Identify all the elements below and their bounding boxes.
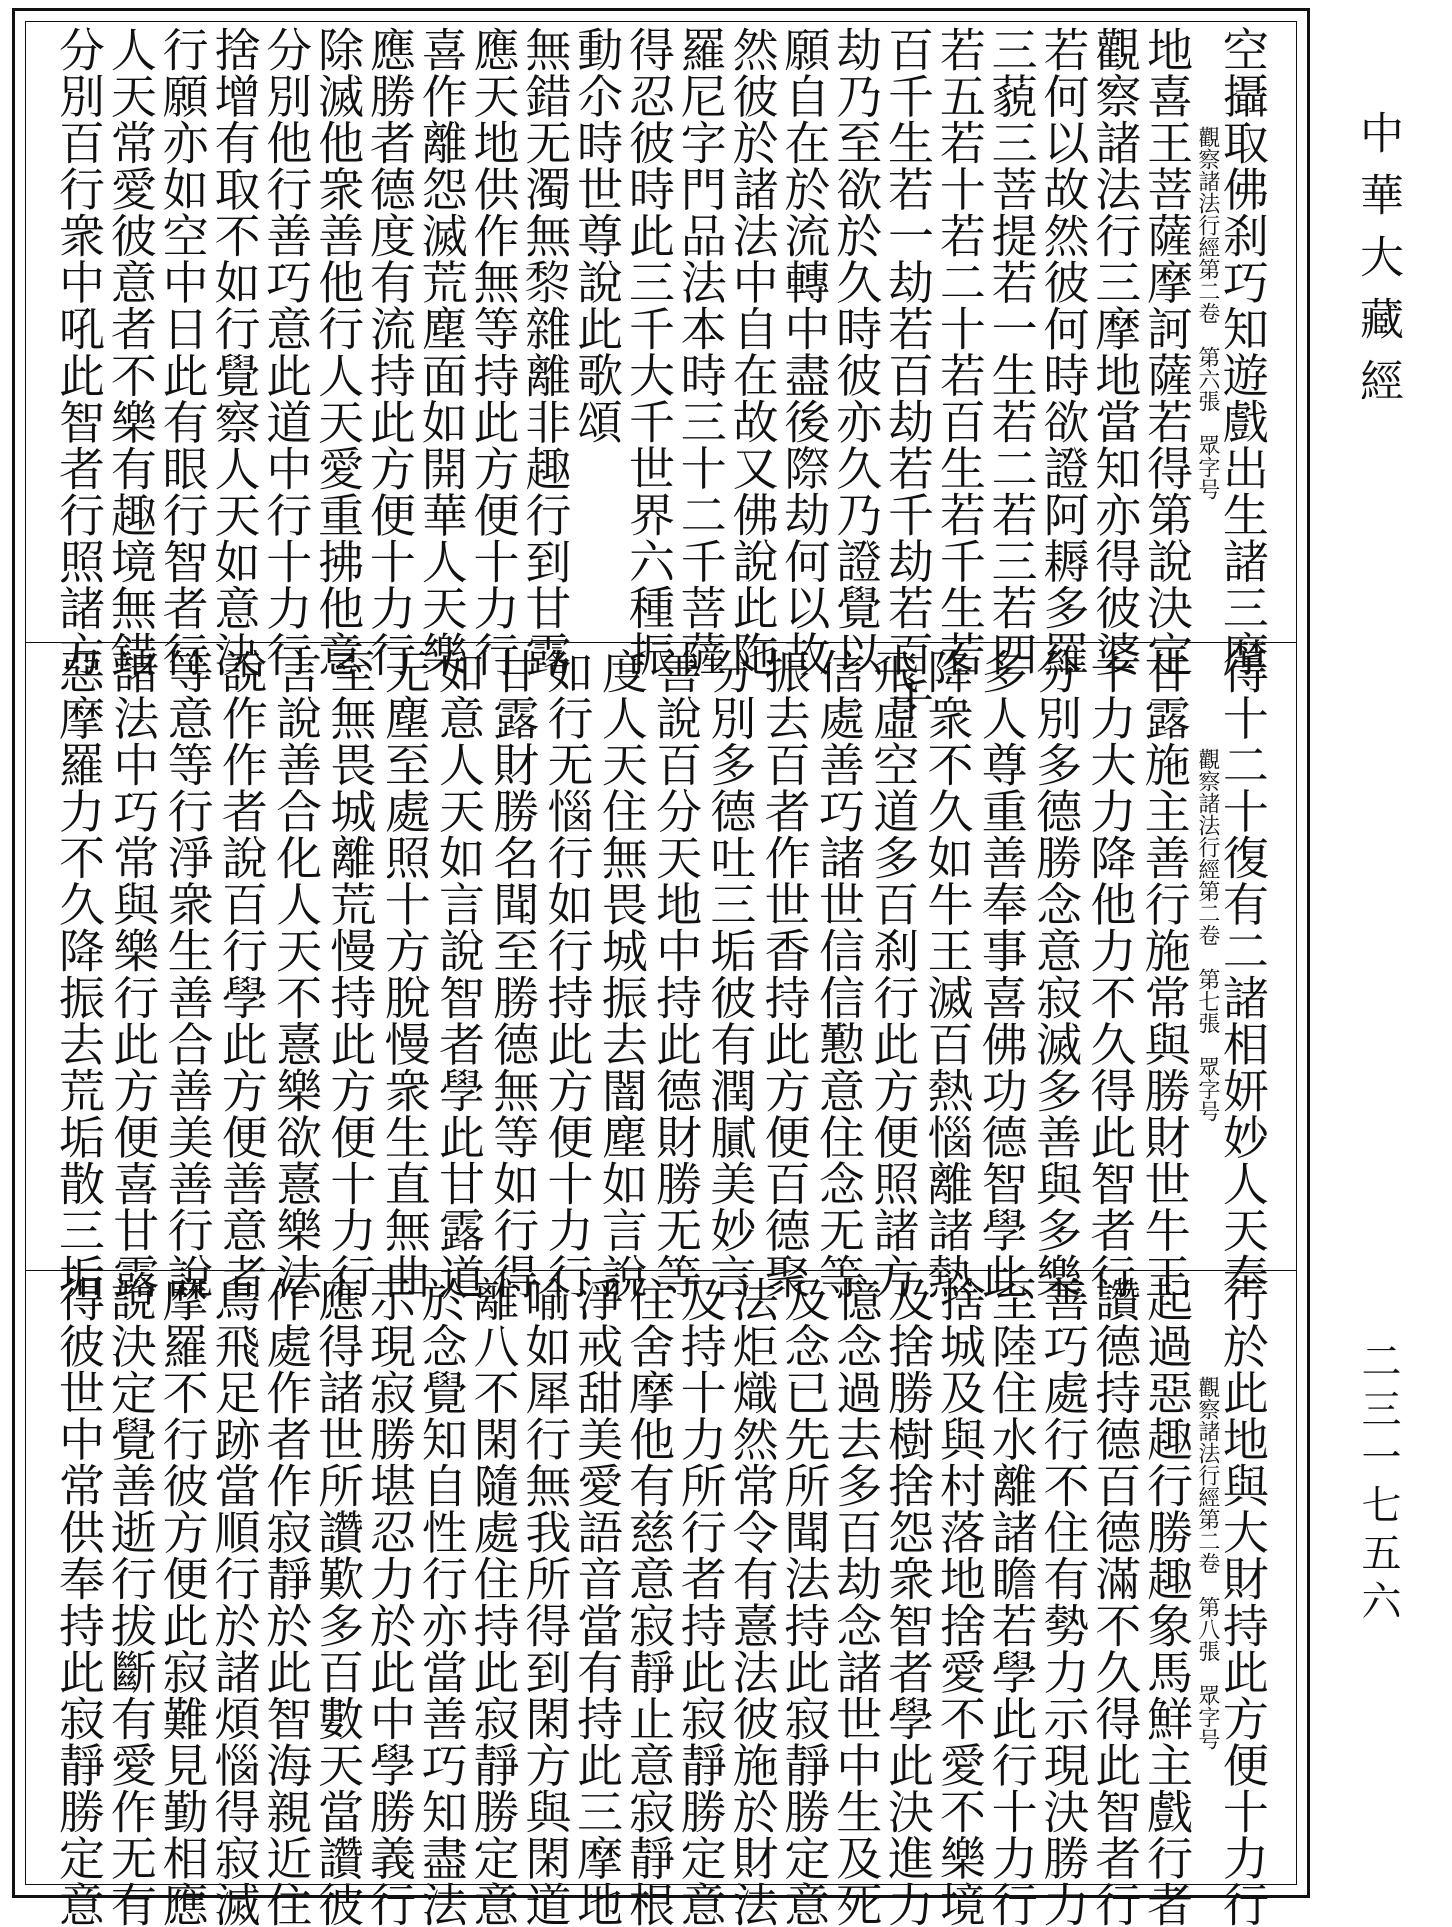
- column-text-second-half: 得到閑方與閑道: [522, 1602, 568, 1927]
- text-column: [419, 26, 465, 638]
- column-text-second-half: 多百數天當讚彼: [315, 1602, 361, 1927]
- column-text-second-half: 脫慢衆生直無曲: [382, 974, 428, 1300]
- column-text: 然彼於諸法中自在故又佛說此陁: [730, 26, 776, 677]
- text-column: [56, 1276, 102, 1886]
- column-text: 空攝取佛刹巧知遊戲出生諸三摩: [1220, 26, 1266, 677]
- text-column: [522, 1276, 568, 1886]
- column-text: 讚德持德百德滿: [1092, 1276, 1138, 1602]
- text-column: [1087, 648, 1133, 1265]
- text-column: [436, 648, 482, 1265]
- column-text: 除滅他衆善他行: [315, 26, 361, 352]
- text-column: [833, 1276, 879, 1886]
- text-column: [989, 1276, 1035, 1886]
- column-text: 喻如犀行無我所: [522, 1276, 568, 1602]
- column-text-second-half: 常與勝財世牛王: [1142, 974, 1188, 1300]
- column-text: 甘露財勝名聞至: [490, 648, 536, 974]
- column-with-marginal: [1196, 26, 1266, 638]
- text-column: [160, 26, 206, 638]
- column-text: 信處善巧諸世信: [816, 648, 862, 974]
- column-text: 百千生若一劫若百劫若千劫若百千: [885, 26, 931, 724]
- text-column: [1144, 1276, 1190, 1886]
- column-text: 至無畏城離荒慢: [327, 648, 373, 974]
- text-column: [382, 648, 428, 1265]
- text-column: [108, 1276, 154, 1886]
- register-middle: [26, 644, 1296, 1269]
- column-text: 劫乃至欲於久時彼亦久乃證覺以: [833, 26, 879, 677]
- column-text-second-half: 行此方便照諸方: [870, 974, 916, 1300]
- text-column: [1040, 26, 1086, 638]
- column-text: 地喜王菩薩摩訶薩若得第說決定: [1144, 26, 1190, 677]
- column-text-second-half: 捨愛不愛不樂境: [937, 1602, 983, 1927]
- text-column: [626, 1276, 672, 1886]
- column-text: 多人尊重善奉事: [979, 648, 1025, 974]
- column-text: 動尒時世尊說此歌頌: [574, 26, 620, 445]
- column-text-second-half: 智者學此決進力: [885, 1602, 931, 1927]
- column-text-second-half: 信懃意住念无等: [816, 974, 862, 1300]
- column-group: [26, 1272, 1296, 1890]
- column-text: 得彼世中常供奉: [56, 1276, 102, 1602]
- column-text-second-half: 此道中行十力行: [263, 352, 309, 678]
- text-column: [56, 648, 102, 1265]
- column-text-second-half: 憙法彼施於財法: [730, 1602, 776, 1927]
- column-text-second-half: 持此方便十力行: [471, 352, 517, 678]
- text-column: [367, 26, 413, 638]
- column-text: 觀察諸法行三摩地當知亦得彼婆: [1092, 26, 1138, 677]
- text-column: [653, 648, 699, 1265]
- column-text-second-half: 持此德財勝无等: [653, 974, 699, 1300]
- column-text: 及持十力所行者: [678, 1276, 724, 1602]
- column-text-second-half: 拔斷有愛作无有: [108, 1602, 154, 1927]
- column-text: 起過惡趣行勝趣: [1144, 1276, 1190, 1602]
- register-bottom: [26, 1272, 1296, 1890]
- text-column: [1144, 26, 1190, 638]
- marginal-note: 觀察諸法行經第二卷 第六張 眾字号: [1196, 26, 1218, 638]
- column-text: 分別多德勝念意: [1033, 648, 1079, 974]
- text-column: [1092, 1276, 1138, 1886]
- text-column: [1040, 1276, 1086, 1886]
- column-text-second-half: 持此寂靜勝定意: [471, 1602, 517, 1927]
- text-column: [816, 648, 862, 1265]
- text-column: [762, 648, 808, 1265]
- column-text: 分別多德吐三垢: [707, 648, 753, 974]
- column-text-second-half: 持此寂靜勝定意: [781, 1602, 827, 1927]
- column-group: [26, 22, 1296, 642]
- column-text: 鳥飛足跡當順行: [211, 1276, 257, 1602]
- text-column: [165, 648, 211, 1265]
- text-column: [108, 26, 154, 638]
- column-text-second-half: 持此寂靜勝定意: [56, 1602, 102, 1927]
- text-column: [730, 26, 776, 638]
- column-text-second-half: 勢力示現決勝力: [1040, 1602, 1086, 1927]
- column-text: 應天地供作無等: [471, 26, 517, 352]
- column-text: 无塵至處照十方: [382, 648, 428, 974]
- column-text: 度人天住無畏城: [599, 648, 645, 974]
- column-text: 甘露施主善行施: [1142, 648, 1188, 974]
- text-column: [1142, 648, 1188, 1265]
- column-text-second-half: 不久得此智者行: [1092, 1602, 1138, 1927]
- text-column: [574, 26, 620, 638]
- column-text-second-half: 持此方便百德聚: [762, 974, 808, 1300]
- text-column: [1220, 26, 1266, 638]
- column-text: 及念已先所聞法: [781, 1276, 827, 1602]
- column-text-second-half: 持此方便十力行: [367, 352, 413, 678]
- column-text: 於念覺知自性行: [419, 1276, 465, 1602]
- text-column: [885, 26, 931, 638]
- column-text-second-half: 寂滅多善與多樂: [1033, 974, 1079, 1300]
- column-text-second-half: 振去闇塵如言說: [599, 974, 645, 1300]
- column-text-second-half: 此寂難見勤相應: [160, 1602, 206, 1927]
- register-divider: [26, 1270, 1296, 1271]
- column-text: 願自在於流轉中盡後際劫何以故: [781, 26, 827, 677]
- text-column: [219, 648, 265, 1265]
- text-column: [471, 26, 517, 638]
- column-text: 羅尼字門品法本時三十二千菩薩: [678, 26, 724, 677]
- column-with-marginal: [1196, 648, 1266, 1265]
- column-text-second-half: 學此方便善意者: [219, 974, 265, 1300]
- column-text: 分別他行善巧意: [263, 26, 309, 352]
- column-text: 住舍摩他有慈意: [626, 1276, 672, 1602]
- column-text: 喜作離怨滅荒塵: [419, 26, 465, 352]
- text-column: [781, 1276, 827, 1886]
- column-text: 捨增有取不如行: [211, 26, 257, 352]
- column-text-second-half: 當有持此三摩地: [574, 1602, 620, 1927]
- text-column: [730, 1276, 776, 1886]
- marginal-note: 觀察諸法行經第二卷 第七張 眾字号: [1196, 648, 1218, 1265]
- column-text: 行於此地與大財: [1220, 1276, 1266, 1602]
- column-group: [26, 644, 1296, 1269]
- column-text: 善巧處行不住有: [1040, 1276, 1086, 1602]
- page-frame: [12, 8, 1310, 1898]
- column-text-second-half: 行此方便喜甘露: [110, 974, 156, 1300]
- column-text: 淨戒甜美愛語音: [574, 1276, 620, 1602]
- column-text-second-half: 喜佛功德智學此: [979, 974, 1025, 1300]
- text-column: [211, 26, 257, 638]
- text-column: [471, 1276, 517, 1886]
- column-text: 三藐三菩提若一生若二若三若四: [989, 26, 1035, 677]
- column-text-second-half: 勝德無等如行得: [490, 974, 536, 1300]
- text-column: [160, 1276, 206, 1886]
- page-number: 二三一七五六: [1350, 1340, 1407, 1628]
- column-text: 若何以故然彼何時欲證阿耨多羅: [1040, 26, 1086, 677]
- text-column: [1220, 1276, 1266, 1886]
- column-text-second-half: 寂靜止意寂靜根: [626, 1602, 672, 1927]
- text-column: [1092, 26, 1138, 638]
- text-column: [263, 26, 309, 638]
- column-text-second-half: 於諸煩惱得寂滅: [211, 1602, 257, 1927]
- column-text: 若五若十若二十若百生若千生若: [937, 26, 983, 677]
- column-text-second-half: 振去荒垢散三垢: [56, 974, 102, 1300]
- column-text-second-half: 離非趣行到甘露: [522, 352, 568, 678]
- column-text-second-half: 善合善美善行說: [165, 974, 211, 1300]
- column-text: 法炬熾然常令有: [730, 1276, 776, 1602]
- text-column: [211, 1276, 257, 1886]
- register-top: [26, 22, 1296, 642]
- text-column: [870, 648, 916, 1265]
- collection-title: 中華大藏經: [1345, 110, 1409, 420]
- column-text: 離八不閑隨處住: [471, 1276, 517, 1602]
- column-text-second-half: 亦當善巧知盡法: [419, 1602, 465, 1927]
- text-column: [110, 648, 156, 1265]
- column-text: 說作作者說百行: [219, 648, 265, 974]
- column-text: 分別百行衆中吼: [56, 26, 102, 352]
- column-text: 憶念過去多百劫: [833, 1276, 879, 1602]
- column-text: 行願亦如空中日: [160, 26, 206, 352]
- text-column: [1220, 648, 1266, 1265]
- column-text: 無錯无濁無𥟖雜: [522, 26, 568, 352]
- text-column: [1033, 648, 1079, 1265]
- column-text: 人天常愛彼意者: [108, 26, 154, 352]
- text-column: [56, 26, 102, 638]
- column-text-second-half: 不憙樂欲憙樂法: [273, 974, 319, 1300]
- text-column: [937, 1276, 983, 1886]
- text-column: [979, 648, 1025, 1265]
- column-text: 說決定覺善逝行: [108, 1276, 154, 1602]
- text-column: [678, 26, 724, 638]
- column-text-second-half: 面如開華人天樂: [419, 352, 465, 678]
- column-text-second-half: 象馬鮮主戲行者: [1144, 1602, 1190, 1927]
- column-text-second-half: 持此方便十力行: [545, 974, 591, 1300]
- register-divider: [26, 642, 1296, 643]
- column-text: 示現寂勝堪忍力: [367, 1276, 413, 1602]
- column-with-marginal: [1196, 1276, 1266, 1886]
- text-column: [273, 648, 319, 1265]
- column-text: 及捨勝樹捨怨衆: [885, 1276, 931, 1602]
- column-text: 捨城及與村落地: [937, 1276, 983, 1602]
- text-column: [545, 648, 591, 1265]
- column-text-second-half: 不樂有趣境無錯: [108, 352, 154, 678]
- text-column: [522, 26, 568, 638]
- text-column: [781, 26, 827, 638]
- column-text: 等意等行淨衆生: [165, 648, 211, 974]
- text-column: [707, 648, 753, 1265]
- column-text: 惡摩羅力不久降: [56, 648, 102, 974]
- column-text-second-half: 念諸世中生及死: [833, 1602, 879, 1927]
- column-text: 如意人天如言說: [436, 648, 482, 974]
- column-text: 至陸住水離諸瞻: [989, 1276, 1035, 1602]
- column-text-second-half: 此智者行照諸方: [56, 352, 102, 678]
- column-text: 善說百分天地中: [653, 648, 699, 974]
- column-text-second-half: 覺察人天如意決: [211, 352, 257, 678]
- column-text: 如行无惱行如行: [545, 648, 591, 974]
- column-text: 應勝者德度有流: [367, 26, 413, 352]
- column-text-second-half: 彼有潤膩美妙言: [707, 974, 753, 1300]
- marginal-note: 觀察諸法行經第二卷 第八張 眾字号: [1196, 1276, 1218, 1886]
- text-column: [315, 26, 361, 638]
- column-text-second-half: 持此寂靜勝定意: [678, 1602, 724, 1927]
- text-column: [833, 26, 879, 638]
- column-text: 振去百者作世香: [762, 648, 808, 974]
- column-text-second-half: 不久得此智者行: [1087, 974, 1133, 1300]
- column-text-second-half: 持此方便十力行: [327, 974, 373, 1300]
- text-column: [626, 26, 672, 638]
- column-text: 言說善合化人天: [273, 648, 319, 974]
- column-text-second-half: 持此方便十力行: [1220, 1602, 1266, 1927]
- column-text: 十力大力降他力: [1087, 648, 1133, 974]
- column-text: 作處作者作寂靜: [263, 1276, 309, 1602]
- column-text-second-half: 人天愛重拂他意: [315, 352, 361, 678]
- column-text: 得十二十復有二: [1220, 648, 1266, 974]
- text-column: [599, 648, 645, 1265]
- column-text: 摩羅不行彼方便: [160, 1276, 206, 1602]
- text-column: [327, 648, 373, 1265]
- column-text: 降衆不久如牛王: [925, 648, 971, 974]
- text-column: [925, 648, 971, 1265]
- text-column: [419, 1276, 465, 1886]
- column-text-second-half: 於此中學勝義行: [367, 1602, 413, 1927]
- column-text-second-half: 若學此行十力行: [989, 1602, 1035, 1927]
- text-border: [25, 21, 1297, 1885]
- column-text-second-half: 此有眼行智者行: [160, 352, 206, 678]
- text-column: [678, 1276, 724, 1886]
- text-column: [574, 1276, 620, 1886]
- column-text-second-half: 於此智海親近住: [263, 1602, 309, 1927]
- text-column: [989, 26, 1035, 638]
- column-text: 諸法中巧常與樂: [110, 648, 156, 974]
- column-text: 得忍彼時此三千大千世界六種振: [626, 26, 672, 677]
- column-text-second-half: 諸相妍妙人天奉: [1220, 974, 1266, 1300]
- text-column: [937, 26, 983, 638]
- text-column: [367, 1276, 413, 1886]
- text-column: [490, 648, 536, 1265]
- text-column: [885, 1276, 931, 1886]
- text-column: [263, 1276, 309, 1886]
- column-text-second-half: 智者學此甘露道: [436, 974, 482, 1300]
- column-text: 飛虛空道多百刹: [870, 648, 916, 974]
- column-text-second-half: 滅百熱惱離諸熱: [925, 974, 971, 1300]
- text-column: [315, 1276, 361, 1886]
- column-text: 應得諸世所讚歎: [315, 1276, 361, 1602]
